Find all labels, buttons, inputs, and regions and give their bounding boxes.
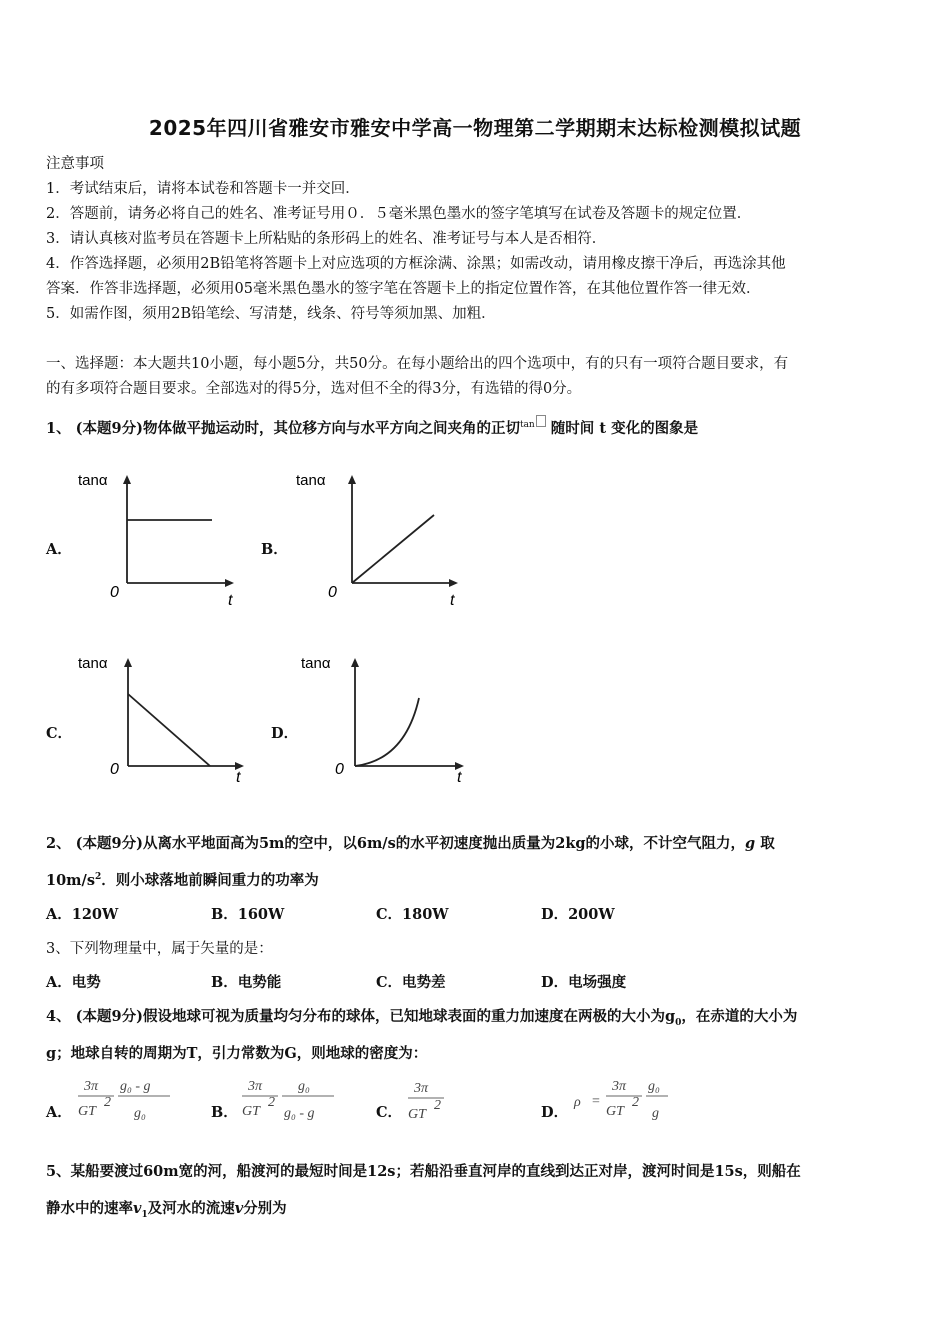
notice-item: 1．考试结束后，请将本试卷和答题卡一并交回．	[46, 181, 360, 197]
svg-text:GT: GT	[78, 1104, 96, 1119]
question-4-stem-2: g；地球自转的周期为T，引力常数为G，则地球的密度为：	[46, 1045, 428, 1062]
page-title: 2025年四川省雅安市雅安中学高一物理第二学期期末达标检测模拟试题	[148, 116, 802, 140]
graph-origin: 0	[335, 761, 344, 778]
svg-text:3π: 3π	[248, 1079, 263, 1094]
svg-text:ρ: ρ	[574, 1095, 581, 1110]
graph-c[interactable]	[70, 648, 260, 793]
question-1-stem: 1、 (本题9分)物体做平抛运动时，其位移方向与水平方向之间夹角的正切$^{tan}$ 随时间 t 变化的图象是	[46, 415, 698, 438]
option-c-label[interactable]: C．	[46, 725, 73, 742]
q4-option-d-label[interactable]: D．	[541, 1104, 569, 1121]
graph-origin: 0	[328, 584, 337, 601]
svg-text:3π: 3π	[84, 1079, 99, 1094]
q2-option-a[interactable]: A．120W	[46, 906, 119, 923]
tan-superscript: tan	[519, 420, 535, 431]
svg-text:GT: GT	[606, 1104, 624, 1119]
svg-text:g₀: g₀	[134, 1106, 146, 1121]
y-axis-arrow-icon	[348, 475, 356, 484]
graph-xlabel: t	[228, 592, 233, 609]
q3-option-a[interactable]: A．电势	[46, 974, 101, 991]
notice-item: 答案．作答非选择题，必须用05毫米黑色墨水的签字笔在答题卡上的指定位置作答，在其他位置作答一律无效．	[46, 281, 761, 297]
q4-option-c-label[interactable]: C．	[376, 1104, 403, 1121]
svg-text:GT: GT	[242, 1104, 260, 1119]
question-2-stem: 2、 (本题9分)从离水平地面高为5m的空中，以6m/s的水平初速度抛出质量为2kg的小球，不计空气阻力，g 取	[46, 835, 775, 852]
svg-text:g: g	[652, 1106, 659, 1121]
section-instruction: 一、选择题：本大题共10小题，每小题5分，共50分。在每小题给出的四个选项中，有的只有一项符合题目要求，有	[46, 356, 789, 372]
svg-text:3π: 3π	[612, 1079, 627, 1094]
notice-item: 3．请认真核对监考员在答题卡上所粘贴的条形码上的姓名、准考证号与本人是否相符．	[46, 231, 607, 247]
y-axis-arrow-icon	[351, 658, 359, 667]
graph-xlabel: t	[457, 769, 462, 786]
graph-xlabel: t	[450, 592, 455, 609]
y-axis-arrow-icon	[124, 658, 132, 667]
q4-formula-b	[238, 1074, 338, 1126]
section-instruction: 的有多项符合题目要求。全部选对的得5分，选对但不全的得3分，有选错的得0分。	[46, 381, 582, 397]
question-3-stem: 3、下列物理量中，属于矢量的是：	[46, 941, 273, 957]
graph-origin: 0	[110, 584, 119, 601]
q4-formula-a	[74, 1074, 174, 1126]
q4-formula-c	[404, 1074, 454, 1126]
graph-ylabel: tanα	[78, 472, 108, 489]
y-axis-arrow-icon	[123, 475, 131, 484]
svg-text:g₀: g₀	[648, 1079, 660, 1094]
graph-origin: 0	[110, 761, 119, 778]
missing-glyph-box	[536, 415, 546, 427]
graph-b[interactable]	[290, 465, 470, 610]
q2-option-c[interactable]: C．180W	[376, 906, 449, 923]
graph-ylabel: tanα	[78, 655, 108, 672]
svg-text:g₀ - g: g₀ - g	[120, 1079, 151, 1094]
q2-option-d[interactable]: D．200W	[541, 906, 615, 923]
graph-curve	[352, 515, 434, 583]
svg-text:2: 2	[268, 1095, 275, 1110]
x-axis-arrow-icon	[449, 579, 458, 587]
svg-text:2: 2	[104, 1095, 111, 1110]
q2-option-b[interactable]: B．160W	[211, 906, 285, 923]
q3-option-c[interactable]: C．电势差	[376, 974, 446, 991]
svg-text:3π: 3π	[414, 1081, 429, 1096]
q4-option-a-label[interactable]: A．	[46, 1104, 72, 1121]
graph-curve	[128, 694, 210, 766]
q3-option-b[interactable]: B．电势能	[211, 974, 282, 991]
question-5-stem: 5、某船要渡过60m宽的河，船渡河的最短时间是12s；若船沿垂直河岸的直线到达正对岸，渡河时间是15s，则船在	[46, 1163, 801, 1180]
svg-text:g₀: g₀	[298, 1079, 310, 1094]
graph-ylabel: tanα	[301, 655, 331, 672]
question-5-stem-2: 静水中的速率$v_1$及河水的流速v分别为	[46, 1200, 287, 1220]
option-a-label[interactable]: A．	[46, 541, 72, 558]
graph-ylabel: tanα	[296, 472, 326, 489]
graph-d[interactable]	[295, 648, 480, 793]
option-b-label[interactable]: B．	[261, 541, 288, 558]
notice-item: 4．作答选择题，必须用2B铅笔将答题卡上对应选项的方框涂满、涂黑；如需改动，请用橡皮擦干净后，再选涂其他	[46, 256, 786, 272]
svg-text:GT: GT	[408, 1107, 426, 1122]
q3-option-d[interactable]: D．电场强度	[541, 974, 627, 991]
q4-formula-d	[572, 1074, 682, 1126]
notice-item: 2．答题前，请务必将自己的姓名、准考证号用０．５毫米黑色墨水的签字笔填写在试卷及答题卡的规定位置．	[46, 206, 752, 222]
question-4-stem: 4、 (本题9分)假设地球可视为质量均匀分布的球体，已知地球表面的重力加速度在两极的大小为$g_0$，在赤道的大小为	[46, 1008, 798, 1028]
svg-text:2: 2	[434, 1098, 441, 1113]
notice-heading: 注意事项	[46, 156, 104, 172]
graph-a[interactable]	[70, 465, 250, 610]
graph-curve	[355, 698, 419, 766]
svg-text:2: 2	[632, 1095, 639, 1110]
question-2-stem-2: $10m/s^2$．则小球落地前瞬间重力的功率为	[46, 872, 319, 889]
x-axis-arrow-icon	[225, 579, 234, 587]
svg-text:g₀ - g: g₀ - g	[284, 1106, 315, 1121]
q4-option-b-label[interactable]: B．	[211, 1104, 238, 1121]
svg-text:=: =	[592, 1094, 600, 1109]
graph-xlabel: t	[236, 769, 241, 786]
notice-item: 5．如需作图，须用2B铅笔绘、写清楚，线条、符号等须加黑、加粗．	[46, 306, 496, 322]
option-d-label[interactable]: D．	[271, 725, 299, 742]
